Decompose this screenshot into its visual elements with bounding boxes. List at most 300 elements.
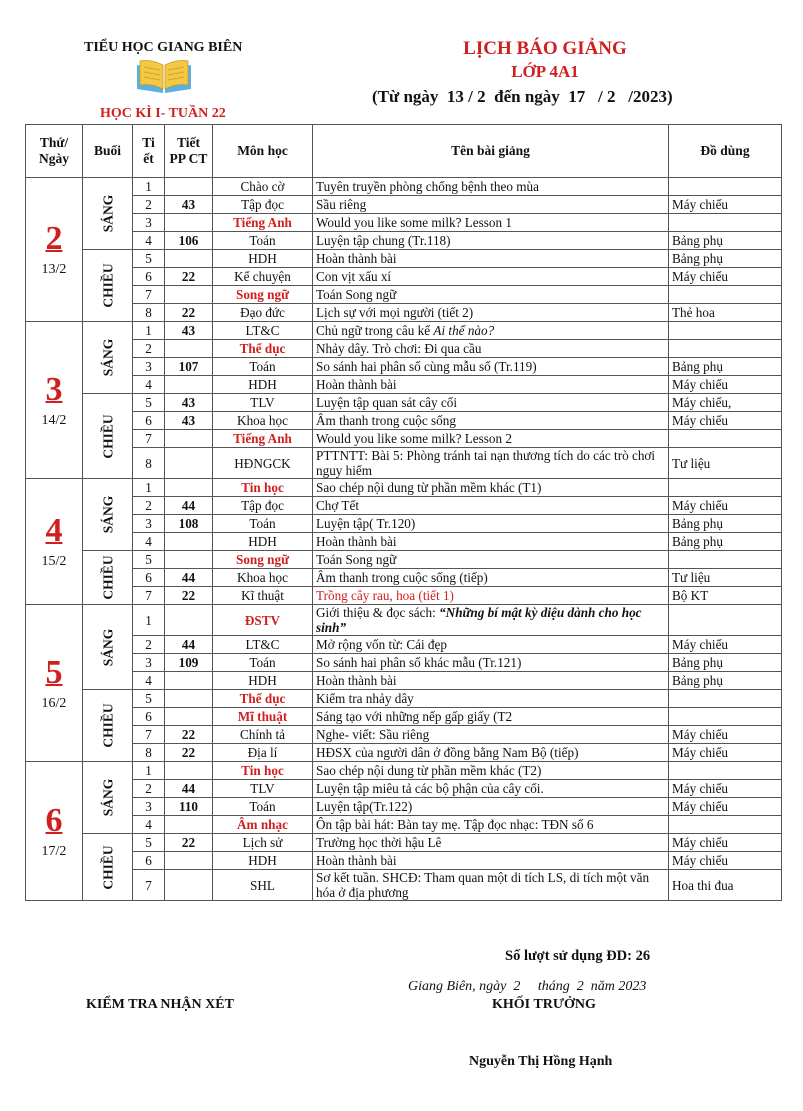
session-label: SÁNG <box>99 628 115 666</box>
subject-cell: TLV <box>213 780 313 798</box>
subject-cell: Toán <box>213 515 313 533</box>
ppct-cell: 43 <box>165 412 213 430</box>
table-row <box>26 412 782 430</box>
tools-cell <box>669 708 782 726</box>
lesson-cell <box>313 726 669 744</box>
table-row <box>26 726 782 744</box>
subject-cell: LT&C <box>213 636 313 654</box>
table-row <box>26 834 782 852</box>
col-header-subject: Môn học <box>213 125 313 178</box>
ppct-cell: 22 <box>165 268 213 286</box>
table-row <box>26 762 782 780</box>
lesson-text: Luyện tập( Tr.120) <box>316 516 416 531</box>
table-row <box>26 587 782 605</box>
tools-cell <box>669 322 782 340</box>
ppct-cell: 22 <box>165 726 213 744</box>
tools-cell: Máy chiếu <box>669 834 782 852</box>
tools-cell: Máy chiếu, <box>669 394 782 412</box>
lesson-cell <box>313 358 669 376</box>
lesson-text: Chủ ngữ trong câu kể <box>316 323 434 338</box>
lesson-text: HĐSX của người dân ở đồng bằng Nam Bộ (tiếp) <box>316 745 579 760</box>
session-label: SÁNG <box>99 495 115 534</box>
tools-cell: Máy chiếu <box>669 744 782 762</box>
table-row <box>26 672 782 690</box>
ppct-cell: 43 <box>165 322 213 340</box>
lesson-text: Giới thiệu & đọc sách: <box>316 605 440 620</box>
period-cell: 4 <box>133 376 165 394</box>
tools-cell: Tư liệu <box>669 569 782 587</box>
day-cell <box>26 322 83 479</box>
table-row <box>26 744 782 762</box>
day-date: 14/2 <box>41 412 67 428</box>
table-row <box>26 304 782 322</box>
ppct-cell <box>165 250 213 268</box>
lesson-cell <box>313 497 669 515</box>
lesson-cell <box>313 834 669 852</box>
usage-count: Số lượt sử dụng ĐD: 26 <box>505 948 651 964</box>
lesson-text: Âm thanh trong cuộc sống (tiếp) <box>316 570 488 585</box>
tools-cell <box>669 479 782 497</box>
lesson-cell <box>313 636 669 654</box>
period-cell: 6 <box>133 852 165 870</box>
period-cell: 6 <box>133 268 165 286</box>
ppct-cell: 106 <box>165 232 213 250</box>
day-date: 15/2 <box>41 554 67 569</box>
ppct-cell <box>165 479 213 497</box>
lesson-text: Would you like some milk? Lesson 1 <box>316 215 512 230</box>
table-row <box>26 690 782 708</box>
session-cell <box>83 834 133 901</box>
table-row <box>26 497 782 515</box>
period-cell: 7 <box>133 587 165 605</box>
schedule-title: LỊCH BÁO GIẢNG <box>463 38 627 59</box>
period-cell: 3 <box>133 214 165 232</box>
term-label: HỌC KÌ I- TUẦN 22 <box>100 106 226 121</box>
ppct-cell: 22 <box>165 304 213 322</box>
ppct-cell: 22 <box>165 744 213 762</box>
ppct-cell: 22 <box>165 587 213 605</box>
subject-cell: Song ngữ <box>213 286 313 304</box>
subject-cell: Toán <box>213 798 313 816</box>
ppct-cell <box>165 551 213 569</box>
ppct-cell <box>165 430 213 448</box>
ppct-cell <box>165 816 213 834</box>
lesson-text: Sáng tạo với những nếp gấp giấy (T2 <box>316 709 513 724</box>
lesson-text: Sao chép nội dung từ phần mềm khác (T2) <box>316 763 542 778</box>
ppct-cell: 44 <box>165 636 213 654</box>
lesson-cell <box>313 798 669 816</box>
place-date: Giang Biên, ngày 2 tháng 2 năm 2023 <box>408 979 647 994</box>
lesson-cell <box>313 762 669 780</box>
table-row <box>26 196 782 214</box>
lesson-text: Hoàn thành bài <box>316 377 397 392</box>
lesson-text: Kiểm tra nhảy dây <box>316 691 414 706</box>
period-cell: 1 <box>133 178 165 196</box>
col-header-day: Thứ/ Ngày <box>26 125 83 178</box>
table-row <box>26 515 782 533</box>
ppct-cell <box>165 852 213 870</box>
tools-cell <box>669 605 782 636</box>
session-cell <box>83 250 133 322</box>
table-row <box>26 816 782 834</box>
lesson-cell <box>313 412 669 430</box>
lesson-text: Lịch sự với mọi người (tiết 2) <box>316 305 474 320</box>
subject-cell: Chính tả <box>213 726 313 744</box>
ppct-cell: 107 <box>165 358 213 376</box>
book-icon <box>133 57 195 97</box>
check-label: KIỂM TRA NHẬN XÉT <box>86 997 234 1012</box>
period-cell: 5 <box>133 250 165 268</box>
session-label: SÁNG <box>99 338 115 377</box>
table-row <box>26 852 782 870</box>
period-cell: 1 <box>133 322 165 340</box>
session-cell <box>83 322 133 394</box>
signer-name: Nguyễn Thị Hồng Hạnh <box>469 1054 613 1069</box>
tools-cell: Máy chiếu <box>669 376 782 394</box>
tools-cell <box>669 286 782 304</box>
table-row <box>26 376 782 394</box>
lesson-cell <box>313 286 669 304</box>
period-cell: 2 <box>133 780 165 798</box>
lesson-cell <box>313 515 669 533</box>
session-label: CHIỀU <box>100 413 116 459</box>
tools-cell: Bảng phụ <box>669 358 782 376</box>
lesson-cell <box>313 587 669 605</box>
lesson-text: Luyện tập quan sát cây cối <box>316 395 457 410</box>
tools-cell: Hoa thi đua <box>669 870 782 901</box>
lesson-cell <box>313 654 669 672</box>
subject-cell: Tiếng Anh <box>213 430 313 448</box>
lesson-cell <box>313 780 669 798</box>
ppct-cell <box>165 178 213 196</box>
day-date: 13/2 <box>41 262 67 277</box>
ppct-cell <box>165 214 213 232</box>
tools-cell: Tư liệu <box>669 448 782 479</box>
subject-cell: Âm nhạc <box>213 816 313 834</box>
table-row <box>26 533 782 551</box>
lesson-text: Con vịt xấu xí <box>316 269 392 284</box>
table-row <box>26 340 782 358</box>
lesson-cell <box>313 690 669 708</box>
col-header-session: Buổi <box>83 125 133 178</box>
table-header-row <box>26 125 782 178</box>
col-header-period: Ti ết <box>133 125 165 178</box>
class-label: LỚP 4A1 <box>511 62 579 81</box>
lesson-cell <box>313 214 669 232</box>
lesson-text: So sánh hai phân số cùng mẫu số (Tr.119) <box>316 359 537 374</box>
lesson-text: Tuyên truyền phòng chống bệnh theo mùa <box>316 179 539 194</box>
period-cell: 5 <box>133 394 165 412</box>
subject-cell: HDH <box>213 250 313 268</box>
lesson-cell <box>313 178 669 196</box>
period-cell: 5 <box>133 690 165 708</box>
lesson-cell <box>313 376 669 394</box>
lesson-text: Luyện tập chung (Tr.118) <box>316 233 451 248</box>
day-number: 3 <box>45 370 63 408</box>
table-row <box>26 798 782 816</box>
subject-cell: Toán <box>213 232 313 250</box>
ppct-cell <box>165 340 213 358</box>
tools-cell: Bộ KT <box>669 587 782 605</box>
lesson-cell <box>313 340 669 358</box>
tools-cell <box>669 816 782 834</box>
ppct-cell: 109 <box>165 654 213 672</box>
subject-cell: HDH <box>213 672 313 690</box>
lesson-text: Toán Song ngữ <box>316 287 397 302</box>
lesson-cell <box>313 870 669 901</box>
table-row <box>26 250 782 268</box>
table-row <box>26 479 782 497</box>
tools-cell: Máy chiếu <box>669 852 782 870</box>
subject-cell: Lịch sử <box>213 834 313 852</box>
subject-cell: HDH <box>213 533 313 551</box>
session-label: SÁNG <box>99 194 115 233</box>
ppct-cell: 44 <box>165 569 213 587</box>
ppct-cell <box>165 672 213 690</box>
date-range: (Từ ngày 13 / 2 đến ngày 17 / 2 /2023) <box>372 87 673 106</box>
schedule-table <box>25 124 782 901</box>
lesson-cell <box>313 551 669 569</box>
tools-cell: Bảng phụ <box>669 654 782 672</box>
ppct-cell: 43 <box>165 196 213 214</box>
session-cell <box>83 394 133 479</box>
subject-cell: Tin học <box>213 479 313 497</box>
tools-cell: Máy chiếu <box>669 268 782 286</box>
subject-cell: Song ngữ <box>213 551 313 569</box>
ppct-cell <box>165 708 213 726</box>
lesson-text: Hoàn thành bài <box>316 853 397 868</box>
period-cell: 8 <box>133 304 165 322</box>
ppct-cell <box>165 376 213 394</box>
tools-cell <box>669 340 782 358</box>
lesson-cell <box>313 708 669 726</box>
ppct-cell: 110 <box>165 798 213 816</box>
subject-cell: Mĩ thuật <box>213 708 313 726</box>
tools-cell <box>669 551 782 569</box>
tools-cell <box>669 430 782 448</box>
lesson-text: Âm thanh trong cuộc sống <box>316 413 456 428</box>
period-cell: 1 <box>133 605 165 636</box>
table-row <box>26 569 782 587</box>
tools-cell <box>669 762 782 780</box>
lesson-text: Sơ kết tuần. SHCĐ: Tham quan một di tích LS, di tích một văn hóa ở địa phương <box>316 870 650 900</box>
lesson-text: Mở rộng vốn từ: Cái đẹp <box>316 637 447 652</box>
subject-cell: SHL <box>213 870 313 901</box>
tools-cell: Máy chiếu <box>669 798 782 816</box>
lesson-text: Nhảy dây. Trò chơi: Đi qua cầu <box>316 341 482 356</box>
subject-cell: Toán <box>213 358 313 376</box>
period-cell: 3 <box>133 358 165 376</box>
ppct-cell <box>165 762 213 780</box>
day-number: 5 <box>45 653 63 691</box>
session-cell <box>83 690 133 762</box>
tools-cell <box>669 690 782 708</box>
table-row <box>26 448 782 479</box>
ppct-cell <box>165 286 213 304</box>
lesson-cell <box>313 232 669 250</box>
subject-cell: Kể chuyện <box>213 268 313 286</box>
head-label: KHỐI TRƯỞNG <box>492 997 596 1012</box>
lesson-text: Toán Song ngữ <box>316 552 397 567</box>
day-number: 6 <box>45 801 63 839</box>
subject-cell: Chào cờ <box>213 178 313 196</box>
period-cell: 1 <box>133 479 165 497</box>
table-row <box>26 178 782 196</box>
lesson-text: Hoàn thành bài <box>316 673 397 688</box>
lesson-text: Ôn tập bài hát: Bàn tay mẹ. Tập đọc nhạc: TĐN số 6 <box>316 817 594 832</box>
table-row <box>26 780 782 798</box>
period-cell: 3 <box>133 798 165 816</box>
period-cell: 2 <box>133 497 165 515</box>
period-cell: 3 <box>133 654 165 672</box>
lesson-text: Chợ Tết <box>316 498 359 513</box>
subject-cell: HDH <box>213 376 313 394</box>
table-row <box>26 430 782 448</box>
lesson-text: Sao chép nội dung từ phần mềm khác (T1) <box>316 480 542 495</box>
ppct-cell: 44 <box>165 780 213 798</box>
period-cell: 2 <box>133 196 165 214</box>
subject-cell: TLV <box>213 394 313 412</box>
period-cell: 5 <box>133 551 165 569</box>
subject-cell: Tin học <box>213 762 313 780</box>
period-cell: 7 <box>133 726 165 744</box>
subject-cell: HĐNGCK <box>213 448 313 479</box>
period-cell: 4 <box>133 533 165 551</box>
col-header-lesson: Tên bài giảng <box>313 125 669 178</box>
session-cell <box>83 479 133 551</box>
lesson-text: Luyện tập miêu tả các bộ phận của cây cối. <box>316 781 544 796</box>
period-cell: 6 <box>133 569 165 587</box>
period-cell: 7 <box>133 286 165 304</box>
session-cell <box>83 762 133 834</box>
table-row <box>26 322 782 340</box>
table-row <box>26 870 782 901</box>
ppct-cell <box>165 605 213 636</box>
session-label: CHIỀU <box>100 263 116 308</box>
tools-cell: Máy chiếu <box>669 636 782 654</box>
session-cell <box>83 551 133 605</box>
session-label: SÁNG <box>99 778 115 817</box>
subject-cell: HDH <box>213 852 313 870</box>
table-row <box>26 551 782 569</box>
ppct-cell: 22 <box>165 834 213 852</box>
period-cell: 7 <box>133 870 165 901</box>
subject-cell: Thể dục <box>213 690 313 708</box>
day-number: 2 <box>45 220 63 257</box>
session-cell <box>83 178 133 250</box>
table-row <box>26 605 782 636</box>
ppct-cell <box>165 448 213 479</box>
tools-cell: Máy chiếu <box>669 412 782 430</box>
period-cell: 2 <box>133 340 165 358</box>
table-row <box>26 708 782 726</box>
lesson-text: Hoàn thành bài <box>316 534 397 549</box>
col-header-tools: Đồ dùng <box>669 125 782 178</box>
ppct-cell <box>165 533 213 551</box>
tools-cell: Máy chiếu <box>669 497 782 515</box>
tools-cell: Máy chiếu <box>669 780 782 798</box>
lesson-cell <box>313 852 669 870</box>
subject-cell: Kĩ thuật <box>213 587 313 605</box>
period-cell: 6 <box>133 412 165 430</box>
table-row <box>26 654 782 672</box>
lesson-cell <box>313 322 669 340</box>
period-cell: 3 <box>133 515 165 533</box>
subject-cell: LT&C <box>213 322 313 340</box>
session-cell <box>83 605 133 690</box>
lesson-cell <box>313 196 669 214</box>
lesson-text: Would you like some milk? Lesson 2 <box>316 431 512 446</box>
day-cell <box>26 178 83 322</box>
session-label: CHIỀU <box>100 555 116 600</box>
period-cell: 6 <box>133 708 165 726</box>
period-cell: 7 <box>133 430 165 448</box>
period-cell: 4 <box>133 816 165 834</box>
day-number: 4 <box>45 512 63 549</box>
session-label: CHIỀU <box>100 844 116 890</box>
tools-cell <box>669 178 782 196</box>
lesson-cell <box>313 533 669 551</box>
lesson-cell <box>313 304 669 322</box>
tools-cell: Thẻ hoa <box>669 304 782 322</box>
lesson-cell <box>313 816 669 834</box>
ppct-cell <box>165 690 213 708</box>
subject-cell: Thể dục <box>213 340 313 358</box>
day-cell <box>26 479 83 605</box>
lesson-book-title: “Những bí mật kỳ diệu dành cho học sinh” <box>316 605 642 635</box>
tools-cell: Bảng phụ <box>669 232 782 250</box>
table-row <box>26 636 782 654</box>
subject-cell: ĐSTV <box>213 605 313 636</box>
period-cell: 2 <box>133 636 165 654</box>
tools-cell: Máy chiếu <box>669 726 782 744</box>
session-label: CHIỀU <box>100 703 116 748</box>
period-cell: 8 <box>133 448 165 479</box>
tools-cell: Máy chiếu <box>669 196 782 214</box>
subject-cell: Tiếng Anh <box>213 214 313 232</box>
lesson-text: Trường học thời hậu Lê <box>316 835 442 850</box>
lesson-emphasis: Ai thế nào? <box>433 323 495 338</box>
lesson-text: Hoàn thành bài <box>316 251 397 266</box>
ppct-cell <box>165 870 213 901</box>
lesson-cell <box>313 569 669 587</box>
day-cell <box>26 762 83 901</box>
lesson-cell <box>313 268 669 286</box>
lesson-text: PTTNTT: Bài 5: Phòng tránh tai nạn thương tích do các trò chơi nguy hiểm <box>316 448 656 478</box>
ppct-cell: 44 <box>165 497 213 515</box>
col-header-ppct: Tiết PP CT <box>165 125 213 178</box>
subject-cell: Địa lí <box>213 744 313 762</box>
tools-cell <box>669 214 782 232</box>
table-row <box>26 286 782 304</box>
lesson-text: Nghe- viết: Sầu riêng <box>316 727 430 742</box>
day-date: 16/2 <box>41 695 67 711</box>
lesson-cell <box>313 744 669 762</box>
lesson-cell <box>313 448 669 479</box>
period-cell: 4 <box>133 232 165 250</box>
lesson-text: Luyện tập(Tr.122) <box>316 799 413 814</box>
tools-cell: Bảng phụ <box>669 672 782 690</box>
day-cell <box>26 605 83 762</box>
subject-cell: Tập đọc <box>213 196 313 214</box>
period-cell: 5 <box>133 834 165 852</box>
table-row <box>26 232 782 250</box>
tools-cell: Bảng phụ <box>669 533 782 551</box>
day-date: 17/2 <box>41 843 67 859</box>
table-row <box>26 268 782 286</box>
lesson-text: Sầu riêng <box>316 197 367 212</box>
period-cell: 4 <box>133 672 165 690</box>
